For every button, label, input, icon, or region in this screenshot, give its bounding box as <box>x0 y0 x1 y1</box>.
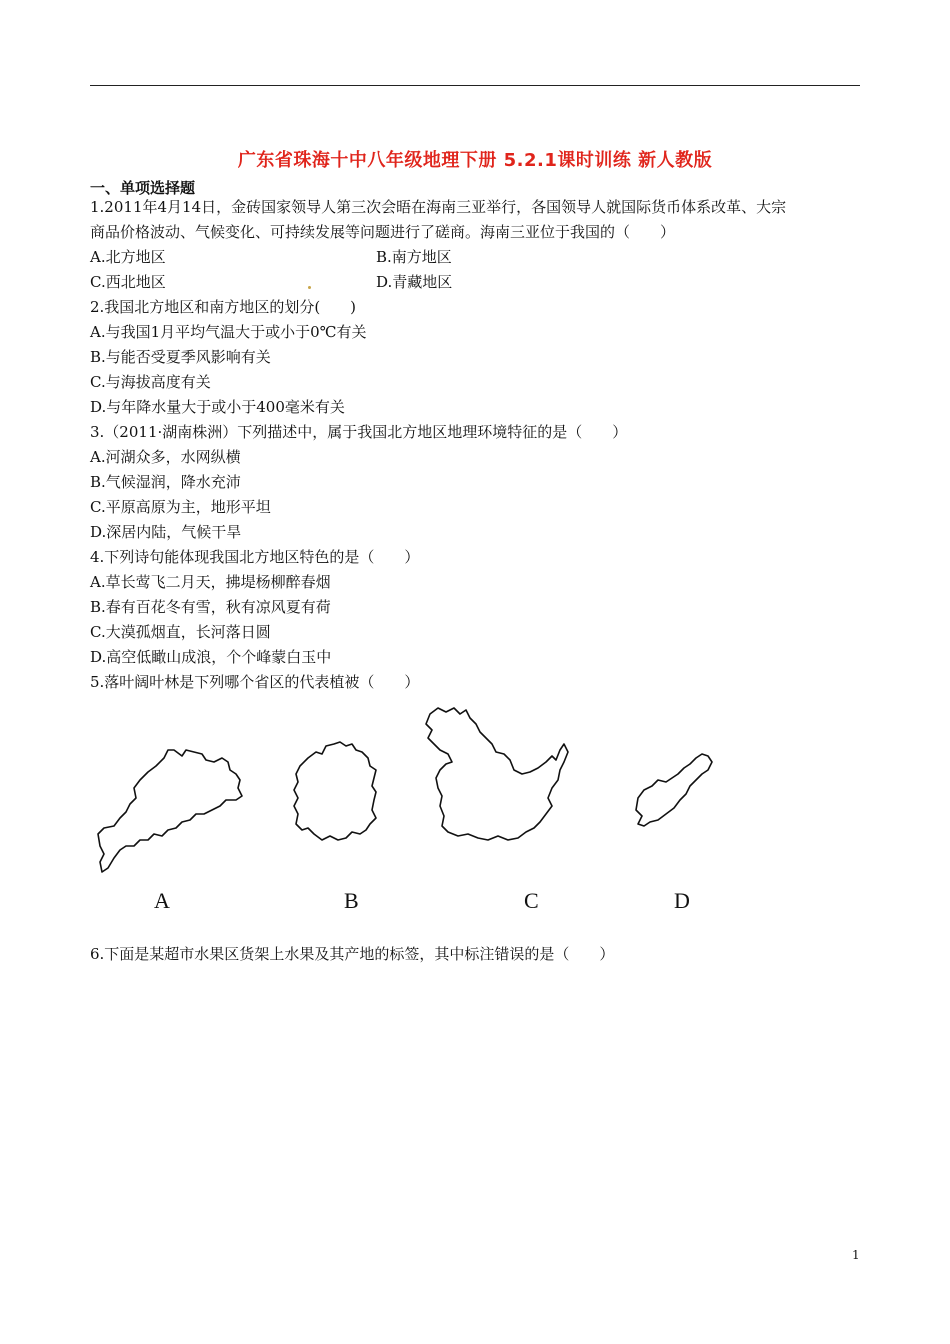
q1-stem-line2: 商品价格波动、气候变化、可持续发展等问题进行了磋商。海南三亚位于我国的（ ） <box>90 223 676 241</box>
map-outline-a <box>98 750 242 872</box>
map-outline-c <box>426 708 568 840</box>
map-outline-d <box>636 754 712 826</box>
q1-option-b: B.南方地区 <box>376 248 452 266</box>
q3-stem: 3.（2011·湖南株洲）下列描述中，属于我国北方地区地理环境特征的是（ ） <box>90 423 628 441</box>
page-number: 1 <box>852 1248 860 1262</box>
q5-stem: 5.落叶阔叶林是下列哪个省区的代表植被（ ） <box>90 673 420 691</box>
q2-option-a: A.与我国1月平均气温大于或小于0℃有关 <box>90 323 367 341</box>
q3-option-b: B.气候湿润，降水充沛 <box>90 473 241 491</box>
q1-option-c: C.西北地区 <box>90 273 166 291</box>
q4-option-a: A.草长莺飞二月天，拂堤杨柳醉春烟 <box>90 573 331 591</box>
q3-option-d: D.深居内陆，气候干旱 <box>90 523 242 541</box>
q2-option-b: B.与能否受夏季风影响有关 <box>90 348 271 366</box>
map-outline-b <box>294 742 376 840</box>
map-label-d: D <box>674 888 690 913</box>
map-label-c: C <box>524 888 539 913</box>
map-label-a: A <box>154 888 170 913</box>
document-title: 广东省珠海十中八年级地理下册 5.2.1课时训练 新人教版 <box>237 150 713 171</box>
map-label-b: B <box>344 888 359 913</box>
q2-option-d: D.与年降水量大于或小于400毫米有关 <box>90 398 345 416</box>
q1-option-a: A.北方地区 <box>90 248 166 266</box>
q2-stem: 2.我国北方地区和南方地区的划分( ) <box>90 298 357 316</box>
q1-option-d: D.青藏地区 <box>376 273 453 291</box>
q1-stem-line1: 1.2011年4月14日，金砖国家领导人第三次会晤在海南三亚举行，各国领导人就国际货币体系改革、大宗 <box>90 198 787 216</box>
section-heading: 一、单项选择题 <box>90 179 196 197</box>
q4-option-d: D.高空低瞰山成浪，个个峰蒙白玉中 <box>90 648 332 666</box>
stray-dot <box>308 286 311 289</box>
q6-stem: 6.下面是某超市水果区货架上水果及其产地的标签，其中标注错误的是（ ） <box>90 945 615 963</box>
q3-option-a: A.河湖众多，水网纵横 <box>90 448 241 466</box>
province-outlines-svg <box>90 700 730 920</box>
q3-option-c: C.平原高原为主，地形平坦 <box>90 498 271 516</box>
header-rule <box>90 85 860 86</box>
q2-option-c: C.与海拔高度有关 <box>90 373 211 391</box>
province-outline-figure <box>90 700 730 920</box>
q4-option-c: C.大漠孤烟直，长河落日圆 <box>90 623 271 641</box>
q4-stem: 4.下列诗句能体现我国北方地区特色的是（ ） <box>90 548 420 566</box>
q4-option-b: B.春有百花冬有雪，秋有凉风夏有荷 <box>90 598 331 616</box>
